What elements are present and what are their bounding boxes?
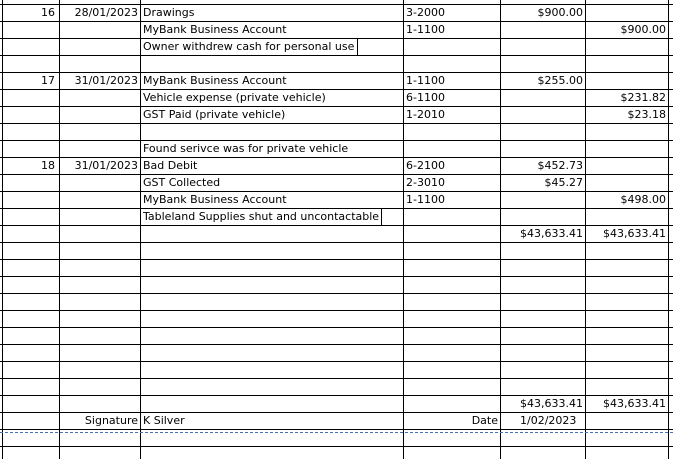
account-code: 1-2010 xyxy=(406,108,445,121)
entry-number: 17 xyxy=(41,74,55,87)
account-code: 1-1100 xyxy=(406,74,445,87)
account-name: MyBank Business Account xyxy=(143,193,287,206)
grand-total-debit: $43,633.41 xyxy=(520,397,583,410)
narration: Owner withdrew cash for personal use xyxy=(140,38,358,56)
entry-number: 18 xyxy=(41,159,55,172)
account-code: 1-1100 xyxy=(406,193,445,206)
total-debit: $43,633.41 xyxy=(520,227,583,240)
account-name: Drawings xyxy=(143,6,195,19)
date-label: Date xyxy=(471,414,498,427)
entry-number: 16 xyxy=(41,6,55,19)
debit-amount: $452.73 xyxy=(537,159,583,172)
credit-amount: $231.82 xyxy=(620,91,666,104)
account-name: Vehicle expense (private vehicle) xyxy=(143,91,326,104)
debit-amount: $255.00 xyxy=(537,74,583,87)
narration: Found serivce was for private vehicle xyxy=(143,142,349,155)
account-code: 6-1100 xyxy=(406,91,445,104)
entry-date: 28/01/2023 xyxy=(74,6,138,19)
account-code: 1-1100 xyxy=(406,23,445,36)
credit-amount: $900.00 xyxy=(620,23,666,36)
entry-date: 31/01/2023 xyxy=(74,159,138,172)
account-code: 2-3010 xyxy=(406,176,445,189)
account-name: GST Collected xyxy=(143,176,221,189)
date-value: 1/02/2023 xyxy=(520,414,577,427)
credit-amount: $23.18 xyxy=(627,108,666,121)
debit-amount: $45.27 xyxy=(544,176,583,189)
debit-amount: $900.00 xyxy=(537,6,583,19)
account-code: 6-2100 xyxy=(406,159,445,172)
account-code: 3-2000 xyxy=(406,6,445,19)
account-name: MyBank Business Account xyxy=(143,23,287,36)
signature-label: Signature xyxy=(84,414,138,427)
page-break-line xyxy=(0,432,673,433)
grand-total-credit: $43,633.41 xyxy=(603,397,666,410)
credit-amount: $498.00 xyxy=(620,193,666,206)
account-name: Bad Debit xyxy=(143,159,198,172)
narration: Tableland Supplies shut and uncontactable xyxy=(140,208,382,226)
total-credit: $43,633.41 xyxy=(603,227,666,240)
account-name: MyBank Business Account xyxy=(143,74,287,87)
signature-value: K Silver xyxy=(143,414,185,427)
account-name: GST Paid (private vehicle) xyxy=(143,108,286,121)
entry-date: 31/01/2023 xyxy=(74,74,138,87)
